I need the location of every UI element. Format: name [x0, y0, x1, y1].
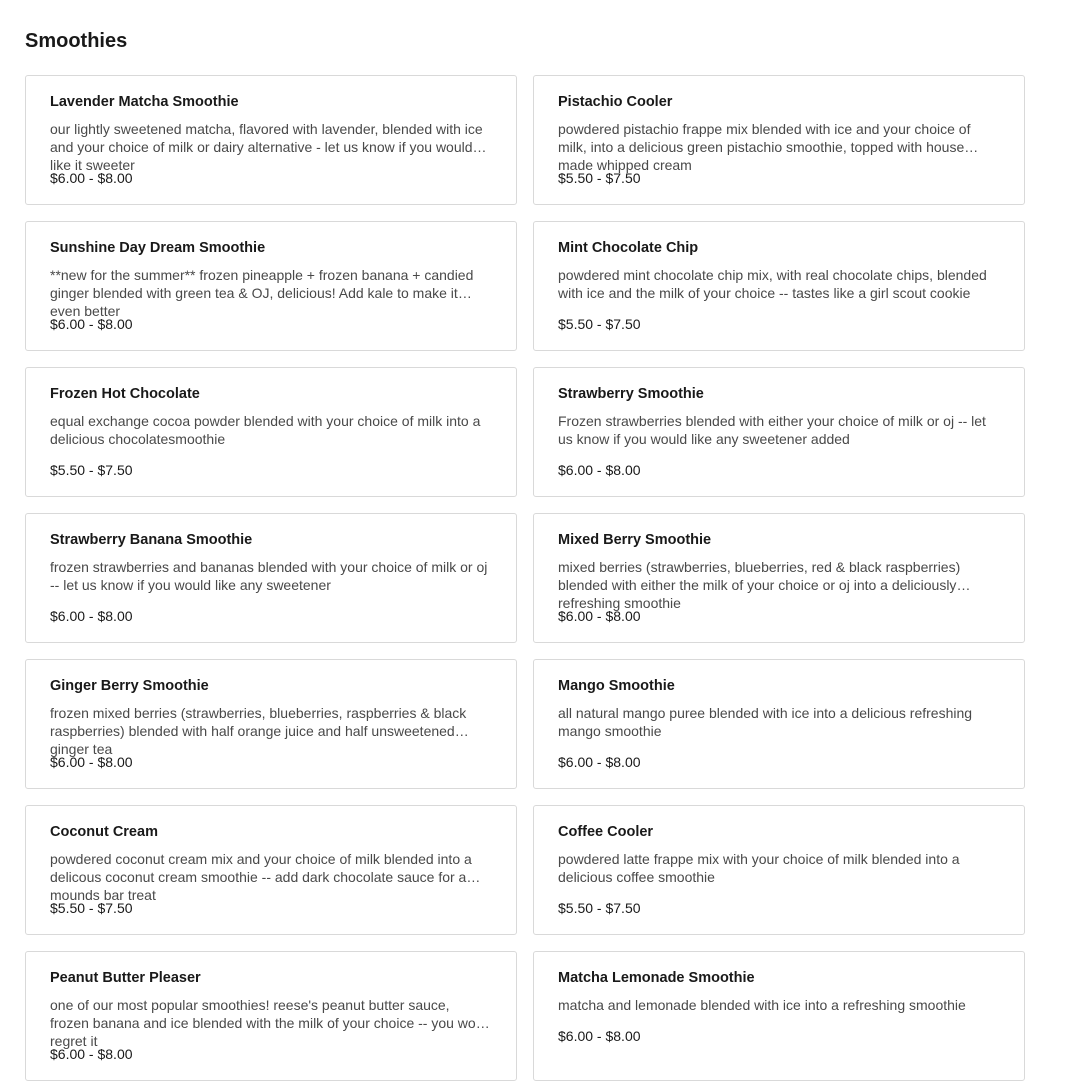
menu-item-card[interactable]: [533, 221, 1025, 351]
menu-item-description: frozen strawberries and bananas blended with your choice of milk or oj -- let us know if you would like any sweetener: [50, 559, 488, 593]
menu-item-name: Coconut Cream: [50, 824, 158, 840]
menu-item-card[interactable]: [533, 659, 1025, 789]
menu-item-name: Frozen Hot Chocolate: [50, 386, 200, 402]
menu-item-description: frozen mixed berries (strawberries, blueberries, raspberries & black raspberries) blended with half orange juice and half unsweetened ginger tea: [50, 705, 467, 757]
menu-item-card[interactable]: [25, 221, 517, 351]
menu-item-description: Frozen strawberries blended with either your choice of milk or oj -- let us know if you would like any sweetener added: [558, 413, 986, 447]
menu-item-price: $6.00 - $8.00: [558, 754, 641, 770]
menu-item-card[interactable]: [25, 659, 517, 789]
section-title: Smoothies: [25, 30, 128, 52]
menu-item-description: powdered pistachio frappe mix blended with ice and your choice of milk, into a delicious green pistachio smoothie, topped with house made whipped cream: [558, 121, 971, 173]
menu-item-description: equal exchange cocoa powder blended with your choice of milk into a delicious chocolatesmoothie: [50, 413, 481, 447]
menu-item-card[interactable]: [25, 513, 517, 643]
menu-item-name: Peanut Butter Pleaser: [50, 970, 201, 986]
menu-item-name: Mango Smoothie: [558, 678, 675, 694]
menu-item-price: $5.50 - $7.50: [558, 900, 641, 916]
menu-item-price: $6.00 - $8.00: [558, 462, 641, 478]
menu-item-description: powdered mint chocolate chip mix, with real chocolate chips, blended with ice and the milk of your choice -- tastes like a girl scout cookie: [558, 267, 987, 301]
menu-item-card[interactable]: [25, 367, 517, 497]
menu-item-card[interactable]: [533, 75, 1025, 205]
menu-item-card[interactable]: [25, 951, 517, 1081]
menu-item-description: mixed berries (strawberries, blueberries, red & black raspberries) blended with either the milk of your choice or oj into a deliciously refreshing smoothie: [558, 559, 961, 611]
menu-item-card[interactable]: [533, 951, 1025, 1081]
menu-item-price: $6.00 - $8.00: [50, 1046, 133, 1062]
menu-item-description: **new for the summer** frozen pineapple + frozen banana + candied ginger blended with green tea & OJ, delicious! Add kale to make it even better: [50, 267, 474, 319]
menu-item-price: $6.00 - $8.00: [558, 1028, 641, 1044]
menu-item-price: $6.00 - $8.00: [50, 754, 133, 770]
menu-item-price: $6.00 - $8.00: [50, 170, 133, 186]
menu-item-name: Coffee Cooler: [558, 824, 654, 840]
menu-item-name: Ginger Berry Smoothie: [50, 678, 209, 694]
menu-item-name: Matcha Lemonade Smoothie: [558, 970, 755, 986]
menu-item-description: one of our most popular smoothies! reese's peanut butter sauce, frozen banana and ice blended with the milk of your choice -- you won't regret it: [50, 997, 491, 1049]
menu-item-description: our lightly sweetened matcha, flavored with lavender, blended with ice and your choice of milk or dairy alternative - let us know if you would like it sweeter: [50, 121, 483, 173]
menu-item-description: matcha and lemonade blended with ice into a refreshing smoothie: [558, 997, 966, 1013]
menu-item-name: Mixed Berry Smoothie: [558, 532, 712, 548]
menu-item-description: powdered coconut cream mix and your choice of milk blended into a delicous coconut cream smoothie -- add dark chocolate sauce for a mounds bar treat: [50, 851, 472, 903]
menu-item-grid: [25, 75, 1025, 1081]
menu-item-price: $6.00 - $8.00: [50, 316, 133, 332]
menu-item-price: $5.50 - $7.50: [558, 316, 641, 332]
menu-item-price: $5.50 - $7.50: [50, 900, 133, 916]
menu-item-name: Strawberry Smoothie: [558, 386, 704, 402]
menu-item-name: Mint Chocolate Chip: [558, 240, 699, 256]
menu-item-card[interactable]: [533, 367, 1025, 497]
menu-item-card[interactable]: [533, 805, 1025, 935]
menu-item-card[interactable]: [25, 805, 517, 935]
menu-item-price: $5.50 - $7.50: [558, 170, 641, 186]
menu-item-price: $6.00 - $8.00: [50, 608, 133, 624]
menu-item-description: powdered latte frappe mix with your choice of milk blended into a delicious coffee smoothie: [558, 851, 960, 885]
menu-item-card[interactable]: [25, 75, 517, 205]
menu-item-price: $5.50 - $7.50: [50, 462, 133, 478]
menu-item-card[interactable]: [533, 513, 1025, 643]
menu-item-name: Lavender Matcha Smoothie: [50, 94, 239, 110]
menu-item-description: all natural mango puree blended with ice into a delicious refreshing mango smoothie: [558, 705, 973, 739]
menu-item-name: Pistachio Cooler: [558, 94, 673, 110]
menu-item-name: Sunshine Day Dream Smoothie: [50, 240, 266, 256]
menu-item-price: $6.00 - $8.00: [558, 608, 641, 624]
menu-item-name: Strawberry Banana Smoothie: [50, 532, 253, 548]
